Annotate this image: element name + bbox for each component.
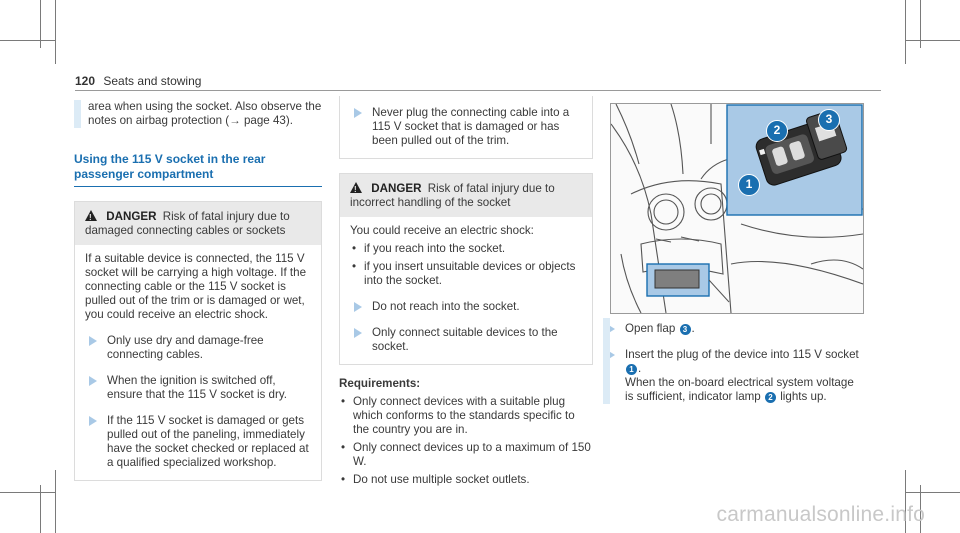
- section-name: Seats and stowing: [103, 74, 202, 88]
- danger-label: DANGER: [106, 210, 157, 223]
- column-2: [339, 96, 593, 487]
- danger-label: DANGER: [371, 182, 422, 195]
- list-item: • Only connect devices up to a maximum of 150 W.: [339, 441, 593, 469]
- danger-body: [75, 245, 321, 480]
- section-title: Using the 115 V socket in the rear passenger compartment: [74, 152, 322, 187]
- callout-2: 2: [766, 120, 788, 142]
- crop-mark: [905, 492, 960, 493]
- header-rule: [75, 90, 881, 91]
- danger-box: [339, 173, 593, 365]
- step-text: Insert the plug of the device into 115 V socket: [625, 348, 859, 361]
- page-header: [75, 74, 201, 88]
- ref-2: 2: [765, 392, 776, 403]
- watermark: carmanualsonline.info: [716, 503, 925, 526]
- continued-body: [340, 96, 592, 158]
- instruction-block: [603, 322, 865, 404]
- intro-block: [74, 100, 322, 128]
- continued-box: [339, 96, 593, 159]
- arrow-icon: [354, 108, 362, 118]
- step-text: Open flap: [625, 322, 676, 335]
- arrow-icon: [89, 336, 97, 346]
- step-item: [350, 326, 582, 354]
- arrow-icon: [354, 302, 362, 312]
- console-drawing: [611, 104, 863, 313]
- step-item: Insert the plug of the device into 115 V socket 1 . When the on-board electrical system voltage is sufficient, indicator lamp 2 lights up.: [603, 348, 865, 404]
- list-item: • if you reach into the socket.: [350, 242, 582, 256]
- danger-header: [75, 202, 321, 245]
- crop-mark: [0, 492, 56, 493]
- step-text: Never plug the connecting cable into a 115 V socket that is damaged or has been pulled out of the trim.: [372, 106, 570, 147]
- list-item: • if you insert unsuitable devices or objects into the socket.: [350, 260, 582, 288]
- step-text: Only connect suitable devices to the socket.: [372, 326, 558, 353]
- crop-mark: [905, 40, 960, 41]
- ref-1: 1: [626, 364, 637, 375]
- danger-intro: You could receive an electric shock:: [350, 224, 534, 237]
- step-text: When the ignition is switched off, ensure that the 115 V socket is dry.: [107, 374, 288, 401]
- callout-1: 1: [738, 174, 760, 196]
- ref-3: 3: [680, 324, 691, 335]
- danger-box: [74, 201, 322, 481]
- crop-mark: [55, 470, 56, 533]
- step-item: [85, 334, 311, 362]
- instruction-bar: [603, 318, 610, 396]
- danger-body: [340, 217, 592, 364]
- step-item: [85, 414, 311, 470]
- page-number: 120: [75, 74, 96, 88]
- crop-mark: [0, 40, 56, 41]
- arrow-icon: [89, 376, 97, 386]
- column-1: [74, 100, 322, 481]
- warning-icon: [350, 182, 362, 193]
- step-text: lights up.: [780, 390, 827, 403]
- arrow-icon: [89, 416, 97, 426]
- list-item: • Only connect devices with a suitable plug which conforms to the standards specific to the country you are in.: [339, 395, 593, 437]
- danger-paragraph: If a suitable device is connected, the 115 V socket will be carrying a high voltage. If the connecting cable or the 115 V socket is pulled out of the trim or is damaged or wet, you could receive an electric shock.: [85, 252, 307, 321]
- danger-text: Risk of fatal injury due to incorrect handling of the socket: [350, 182, 555, 209]
- requirements-label: Requirements:: [339, 377, 421, 390]
- step-item: [85, 374, 311, 402]
- step-item: [350, 300, 582, 314]
- step-item: [350, 106, 582, 148]
- callout-3: 3: [818, 109, 840, 131]
- intro-text: area when using the socket. Also observe the notes on airbag protection (→ page 43).: [88, 100, 322, 127]
- warning-icon: [85, 210, 97, 221]
- arrow-icon: [354, 328, 362, 338]
- crop-mark: [55, 0, 56, 64]
- column-3: [603, 322, 865, 404]
- danger-text: Risk of fatal injury due to damaged connecting cables or sockets: [85, 210, 290, 237]
- step-text: If the 115 V socket is damaged or gets pulled out of the paneling, immediately have the socket checked or replaced at a qualified specialized workshop.: [107, 414, 309, 469]
- step-text: Do not reach into the socket.: [372, 300, 520, 313]
- list-item: • Do not use multiple socket outlets.: [339, 473, 593, 487]
- socket-illustration: [610, 103, 864, 314]
- step-text: When the on-board electrical system voltage is sufficient, indicator lamp: [625, 376, 854, 403]
- step-item: Open flap 3 .: [603, 322, 865, 336]
- danger-header: [340, 174, 592, 217]
- step-text: Only use dry and damage-free connecting cables.: [107, 334, 264, 361]
- crop-mark: [905, 0, 906, 64]
